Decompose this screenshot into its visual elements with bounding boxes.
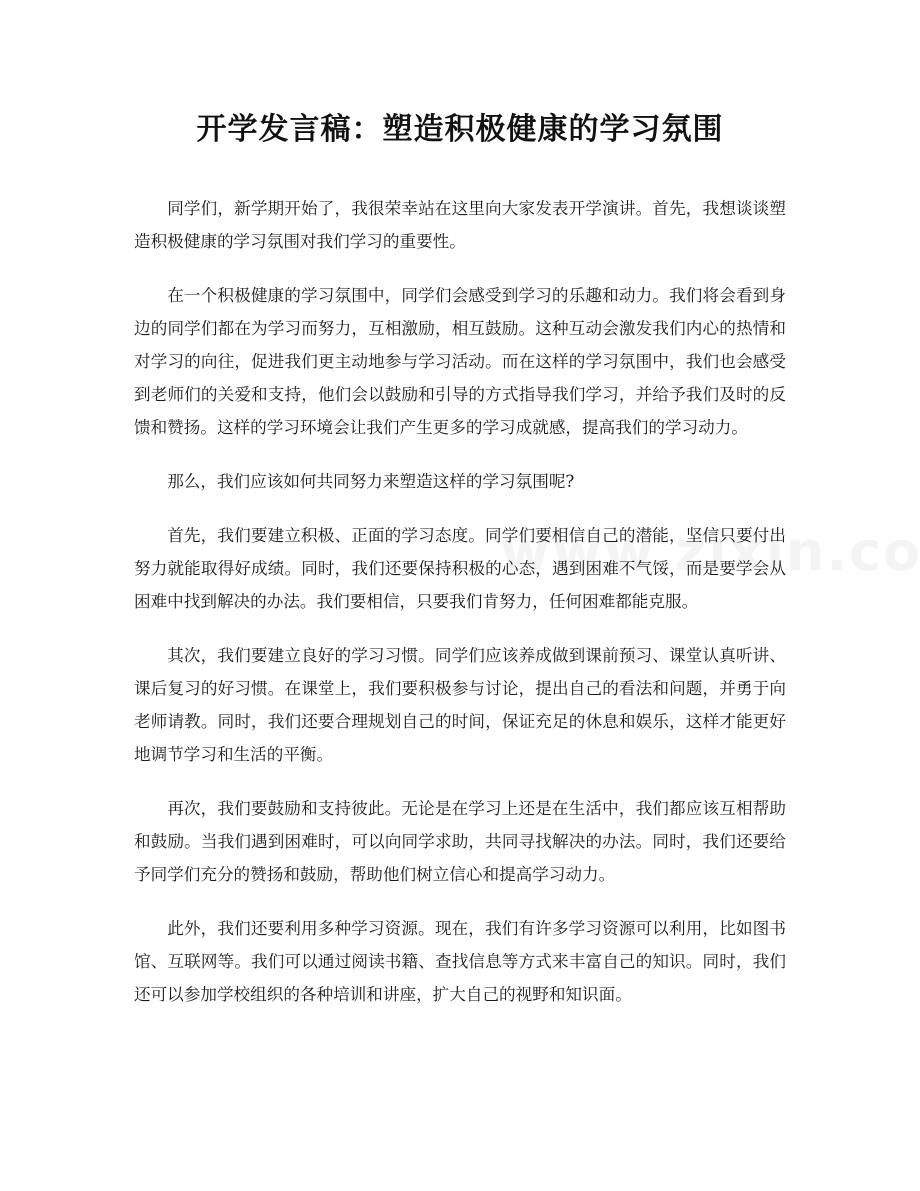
paragraph-intro: 同学们，新学期开始了，我很荣幸站在这里向大家发表开学演讲。首先，我想谈谈塑造积极健康的学习氛围对我们学习的重要性。 — [134, 199, 786, 251]
paragraph-third: 再次，我们要鼓励和支持彼此。无论是在学习上还是在生活中，我们都应该互相帮助和鼓励。当我们遇到困难时，可以向同学求助，共同寻找解决的办法。同时，我们还要给予同学们充分的赞扬和鼓励，帮助他们树立信心和提高学习动力。 — [134, 799, 786, 884]
paragraph-second: 其次，我们要建立良好的学习习惯。同学们应该养成做到课前预习、课堂认真听讲、课后复习的好习惯。在课堂上，我们要积极参与讨论，提出自己的看法和问题，并勇于向老师请教。同时，我们还要合理规划自己的时间，保证充足的休息和娱乐，这样才能更好地调节学习和生活的平衡。 — [134, 646, 786, 764]
paragraph-atmosphere: 在一个积极健康的学习氛围中，同学们会感受到学习的乐趣和动力。我们将会看到身边的同学们都在为学习而努力，互相激励，相互鼓励。这种互动会激发我们内心的热情和对学习的向往，促进我们更主动地参与学习活动。而在这样的学习氛围中，我们也会感受到老师们的关爱和支持，他们会以鼓励和引导的方式指导我们学习，并给予我们及时的反馈和赞扬。这样的学习环境会让我们产生更多的学习成就感，提高我们的学习动力。 — [134, 286, 786, 437]
document-title: 开学发言稿：塑造积极健康的学习氛围 — [196, 112, 724, 147]
paragraph-question: 那么，我们应该如何共同努力来塑造这样的学习氛围呢? — [167, 472, 575, 491]
paragraph-resources: 此外，我们还要利用多种学习资源。现在，我们有许多学习资源可以利用，比如图书馆、互联网等。我们可以通过阅读书籍、查找信息等方式来丰富自己的知识。同时，我们还可以参加学校组织的各种培训和讲座，扩大自己的视野和知识面。 — [134, 919, 786, 1004]
paragraph-first: 首先，我们要建立积极、正面的学习态度。同学们要相信自己的潜能，坚信只要付出努力就能取得好成绩。同时，我们还要保持积极的心态，遇到困难不气馁，而是要学会从困难中找到解决的办法。我们要相信，只要我们肯努力，任何困难都能克服。 — [134, 526, 786, 611]
